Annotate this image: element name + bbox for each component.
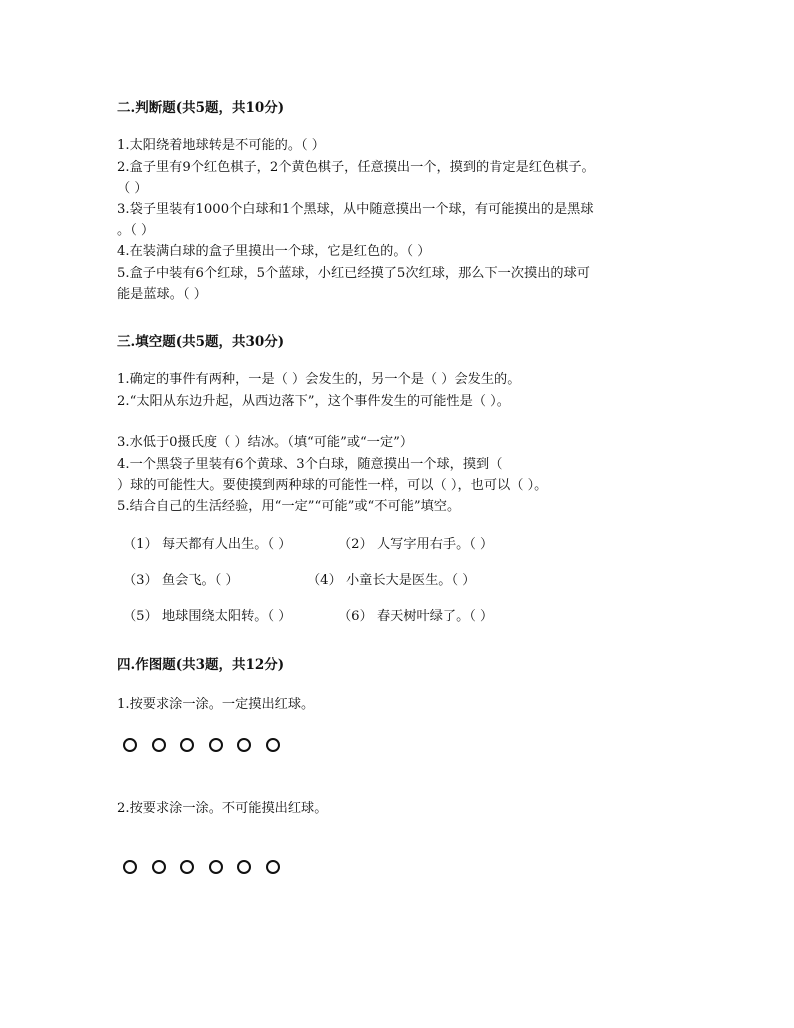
s4-question-2: 2.按要求涂一涂。不可能摸出红球。 (117, 801, 328, 816)
ball-circle (152, 738, 166, 752)
section-2-heading: 二.判断题(共5题，共10分) (117, 100, 285, 116)
s2-question-2-line-2: （ ） (117, 181, 148, 196)
ball-circle (180, 738, 194, 752)
s3-subitem-3: （3） 鱼会飞。（ ） (123, 573, 239, 588)
ball-circle (123, 738, 137, 752)
s3-subitem-2: （2） 人写字用右手。（ ） (338, 537, 494, 552)
ball-circle (209, 738, 223, 752)
s3-question-5: 5.结合自己的生活经验，用“一定”“可能”或“不可能”填空。 (117, 499, 461, 514)
s2-question-3-line-1: 3.袋子里装有1000个白球和1个黑球，从中随意摸出一个球，有可能摸出的是黑球 (117, 202, 594, 217)
s3-question-4-line-1: 4.一个黑袋子里装有6个黄球、3个白球，随意摸出一个球，摸到（ (117, 457, 503, 472)
s3-subitem-5: （5） 地球围绕太阳转。（ ） (123, 609, 292, 624)
s2-question-4: 4.在装满白球的盒子里摸出一个球，它是红色的。（ ） (117, 244, 431, 259)
s3-question-1: 1.确定的事件有两种，一是（ ）会发生的，另一个是（ ）会发生的。 (117, 372, 521, 387)
section-3-heading: 三.填空题(共5题，共30分) (117, 334, 285, 350)
s4-q2-circle-row (123, 860, 280, 874)
s3-subitem-1: （1） 每天都有人出生。（ ） (123, 537, 292, 552)
s2-question-5-line-1: 5.盒子中装有6个红球，5个蓝球，小红已经摸了5次红球，那么下一次摸出的球可 (117, 266, 590, 281)
s2-question-3-line-2: 。（ ） (117, 223, 155, 238)
s2-question-2-line-1: 2.盒子里有9个红色棋子，2个黄色棋子，任意摸出一个，摸到的肯定是红色棋子。 (117, 160, 595, 175)
s4-question-1: 1.按要求涂一涂。一定摸出红球。 (117, 697, 315, 712)
s2-question-5-line-2: 能是蓝球。（ ） (117, 287, 207, 302)
ball-circle (237, 860, 251, 874)
s3-question-2: 2.“太阳从东边升起，从西边落下”，这个事件发生的可能性是（ ）。 (117, 394, 510, 409)
s3-subitem-4: （4） 小童长大是医生。（ ） (307, 573, 476, 588)
s3-question-3: 3.水低于0摄氏度（ ）结冰。（填“可能”或“一定”） (117, 435, 414, 450)
ball-circle (152, 860, 166, 874)
s3-question-4-line-2: ）球的可能性大。要使摸到两种球的可能性一样，可以（ ），也可以（ ）。 (117, 478, 548, 493)
ball-circle (266, 860, 280, 874)
ball-circle (266, 738, 280, 752)
ball-circle (237, 738, 251, 752)
s2-question-1: 1.太阳绕着地球转是不可能的。（ ） (117, 138, 325, 153)
ball-circle (123, 860, 137, 874)
section-4-heading: 四.作图题(共3题，共12分) (117, 657, 285, 673)
s3-subitem-6: （6） 春天树叶绿了。（ ） (338, 609, 494, 624)
ball-circle (209, 860, 223, 874)
ball-circle (180, 860, 194, 874)
s4-q1-circle-row (123, 738, 280, 752)
